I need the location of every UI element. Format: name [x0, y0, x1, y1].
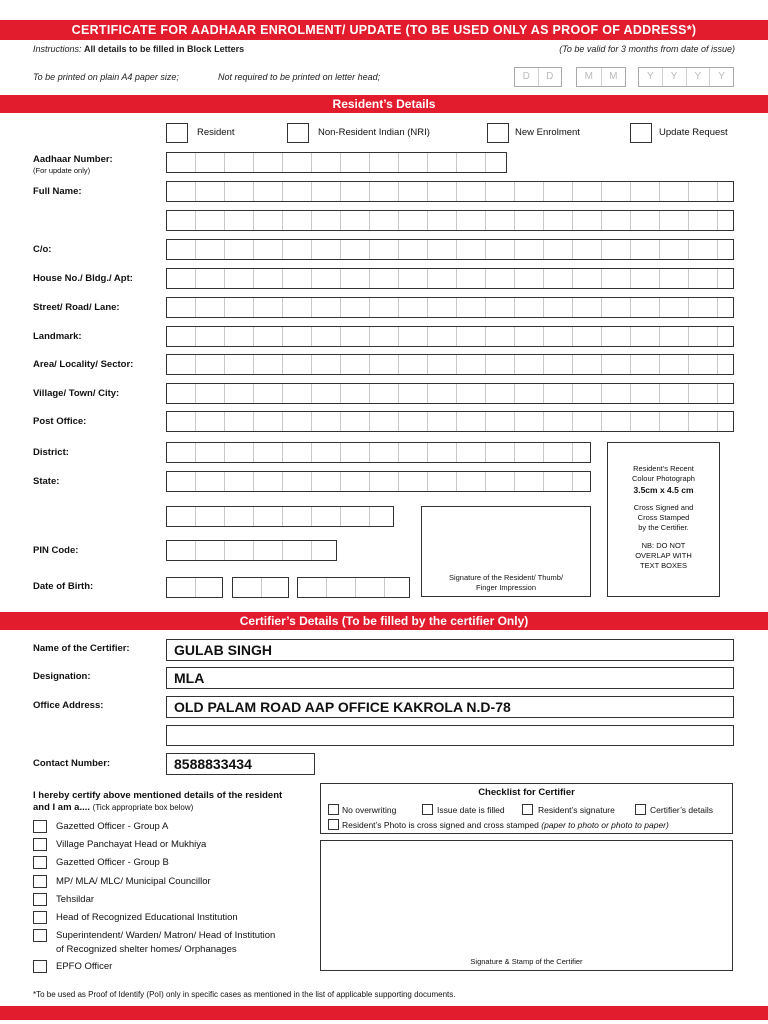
resident-signature-check-label: Resident’s signature [538, 805, 615, 815]
print-note-letterhead: Not required to be printed on letter head; [218, 72, 381, 82]
gazetted-b-checkbox[interactable] [33, 856, 47, 869]
issue-date-checkbox[interactable] [422, 804, 433, 815]
issue-date-label: Issue date is filled [437, 805, 505, 815]
no-overwriting-label: No overwriting [342, 805, 397, 815]
street-field[interactable] [166, 297, 734, 318]
photo-box[interactable] [607, 442, 720, 597]
photo-size: 3.5cm x 4.5 cm [633, 485, 694, 495]
dob-year-field[interactable] [297, 577, 410, 598]
head-institution-checkbox[interactable] [33, 911, 47, 924]
checklist-title: Checklist for Certifier [478, 787, 575, 798]
aadhaar-note: (For update only) [33, 166, 91, 175]
tehsildar-label: Tehsildar [56, 894, 95, 905]
no-overwriting-checkbox[interactable] [328, 804, 339, 815]
mp-mla-checkbox[interactable] [33, 875, 47, 888]
gazetted-b-label: Gazetted Officer - Group B [56, 857, 169, 868]
issue-date-day[interactable] [514, 67, 562, 87]
new-enrolment-checkbox-label: New Enrolment [515, 127, 580, 138]
full-name-field-2[interactable] [166, 210, 734, 231]
print-note-a4: To be printed on plain A4 paper size; [33, 72, 179, 82]
certify-line-text: and I am a.... [33, 802, 91, 813]
office-address-field[interactable]: OLD PALAM ROAD AAP OFFICE KAKROLA N.D-78 [166, 696, 734, 718]
certifier-details-label: Certifier’s details [650, 805, 713, 815]
resident-section-header: Resident’s Details [0, 95, 768, 113]
head-institution-label: Head of Recognized Educational Institution [56, 912, 238, 923]
instructions [33, 44, 244, 54]
instructions-label: Instructions: [33, 44, 82, 54]
dob-label: Date of Birth: [33, 581, 94, 592]
day-digit: D [546, 71, 554, 82]
state-field-2[interactable] [166, 506, 394, 527]
year-digit: Y [639, 68, 663, 86]
aadhaar-label [33, 154, 113, 175]
village-label: Village/ Town/ City: [33, 388, 120, 399]
contact-number-field[interactable]: 8588833434 [166, 753, 315, 775]
update-request-checkbox-label: Update Request [659, 127, 728, 138]
day-digit: D [515, 68, 539, 86]
superintendent-label: Superintendent/ Warden/ Matron/ Head of Institution [56, 930, 276, 941]
state-label: State: [33, 476, 60, 487]
full-name-label: Full Name: [33, 186, 82, 197]
certify-note: (Tick appropriate box below) [92, 803, 194, 812]
pin-code-label: PIN Code: [33, 545, 79, 556]
tehsildar-checkbox[interactable] [33, 893, 47, 906]
form-title: CERTIFICATE FOR AADHAAR ENROLMENT/ UPDATE (TO BE USED ONLY AS PROOF OF ADDRESS*) [0, 20, 768, 40]
month-digit: M [577, 68, 602, 86]
area-field[interactable] [166, 354, 734, 375]
house-field[interactable] [166, 268, 734, 289]
superintendent-checkbox[interactable] [33, 929, 47, 942]
checklist-box [320, 783, 733, 834]
year-digit: Y [687, 68, 711, 86]
village-field[interactable] [166, 383, 734, 404]
update-request-checkbox[interactable] [630, 123, 652, 143]
panchayat-head-label: Village Panchayat Head or Mukhiya [56, 839, 207, 850]
post-office-label: Post Office: [33, 416, 87, 427]
photo-line: Cross Signed and [633, 503, 694, 512]
mp-mla-label: MP/ MLA/ MLC/ Municipal Councillor [56, 876, 211, 887]
photo-nb: OVERLAP WITH [635, 551, 692, 560]
certifier-details-checkbox[interactable] [635, 804, 646, 815]
instructions-text: All details to be filled in Block Letters [84, 44, 245, 54]
photo-nb: TEXT BOXES [640, 561, 687, 570]
pin-code-field[interactable] [166, 540, 337, 561]
photo-cross-signed-checkbox[interactable] [328, 819, 339, 830]
aadhaar-field[interactable] [166, 152, 507, 173]
gazetted-a-label: Gazetted Officer - Group A [56, 821, 169, 832]
resident-signature-label: Signature of the Resident/ Thumb/ Finger Impression [448, 573, 564, 592]
area-label: Area/ Locality/ Sector: [33, 359, 134, 370]
panchayat-head-checkbox[interactable] [33, 838, 47, 851]
office-address-label: Office Address: [33, 700, 104, 711]
resident-signature-box[interactable] [421, 506, 591, 597]
dob-day-field[interactable] [166, 577, 223, 598]
certifier-name-label: Name of the Certifier: [33, 643, 130, 654]
designation-label: Designation: [33, 671, 91, 682]
dob-month-field[interactable] [232, 577, 289, 598]
photo-line: by the Certifier. [638, 523, 689, 532]
certifier-name-field[interactable]: GULAB SINGH [166, 639, 734, 661]
certify-line [33, 802, 282, 814]
new-enrolment-checkbox[interactable] [487, 123, 509, 143]
footer-bar [0, 1006, 768, 1020]
issue-date-year[interactable] [638, 67, 734, 87]
certifier-stamp-label: Signature & Stamp of the Certifier [470, 957, 583, 966]
resident-checkbox-label: Resident [197, 127, 235, 138]
photo-cross-signed-label [342, 820, 669, 830]
certify-statement [33, 790, 282, 814]
photo-line: Cross Stamped [637, 513, 690, 522]
photo-cross-signed-note: (paper to photo or photo to paper) [541, 820, 669, 830]
co-label: C/o: [33, 244, 52, 255]
gazetted-a-checkbox[interactable] [33, 820, 47, 833]
certify-line: I hereby certify above mentioned details of the resident [33, 790, 283, 801]
post-office-field[interactable] [166, 411, 734, 432]
photo-line: Colour Photograph [632, 474, 695, 483]
month-digit: M [609, 71, 618, 82]
house-label: House No./ Bldg./ Apt: [33, 273, 133, 284]
office-address-field-2[interactable] [166, 725, 734, 746]
district-field[interactable] [166, 442, 591, 463]
superintendent-label-cont: of Recognized shelter homes/ Orphanages [56, 944, 237, 955]
landmark-label: Landmark: [33, 331, 82, 342]
validity-note: (To be valid for 3 months from date of issue) [559, 44, 735, 54]
photo-cross-signed-text: Resident’s Photo is cross signed and cross stamped [342, 820, 539, 830]
resident-signature-checkbox[interactable] [522, 804, 533, 815]
district-label: District: [33, 447, 69, 458]
certifier-section-header: Certifier’s Details (To be filled by the certifier Only) [0, 612, 768, 630]
epfo-checkbox[interactable] [33, 960, 47, 973]
co-field[interactable] [166, 239, 734, 260]
landmark-field[interactable] [166, 326, 734, 347]
resident-checkbox[interactable] [166, 123, 188, 143]
photo-nb: NB: DO NOT [641, 541, 686, 550]
state-field-1[interactable] [166, 471, 591, 492]
designation-field[interactable]: MLA [166, 667, 734, 689]
aadhaar-label-text: Aadhaar Number: [33, 154, 113, 165]
photo-instructions [608, 464, 719, 571]
certifier-stamp-box[interactable] [320, 840, 733, 971]
contact-number-label: Contact Number: [33, 758, 111, 769]
year-digit: Y [663, 68, 687, 86]
footer-note: *To be used as Proof of Identify (PoI) only in specific cases as mentioned in the list of applicable supporting documents. [33, 990, 456, 999]
photo-line: Resident’s Recent [633, 464, 694, 473]
full-name-field-1[interactable] [166, 181, 734, 202]
epfo-label: EPFO Officer [56, 961, 113, 972]
street-label: Street/ Road/ Lane: [33, 302, 120, 313]
issue-date-month[interactable] [576, 67, 626, 87]
year-digit: Y [718, 71, 725, 82]
nri-checkbox-label: Non-Resident Indian (NRI) [318, 127, 430, 138]
nri-checkbox[interactable] [287, 123, 309, 143]
